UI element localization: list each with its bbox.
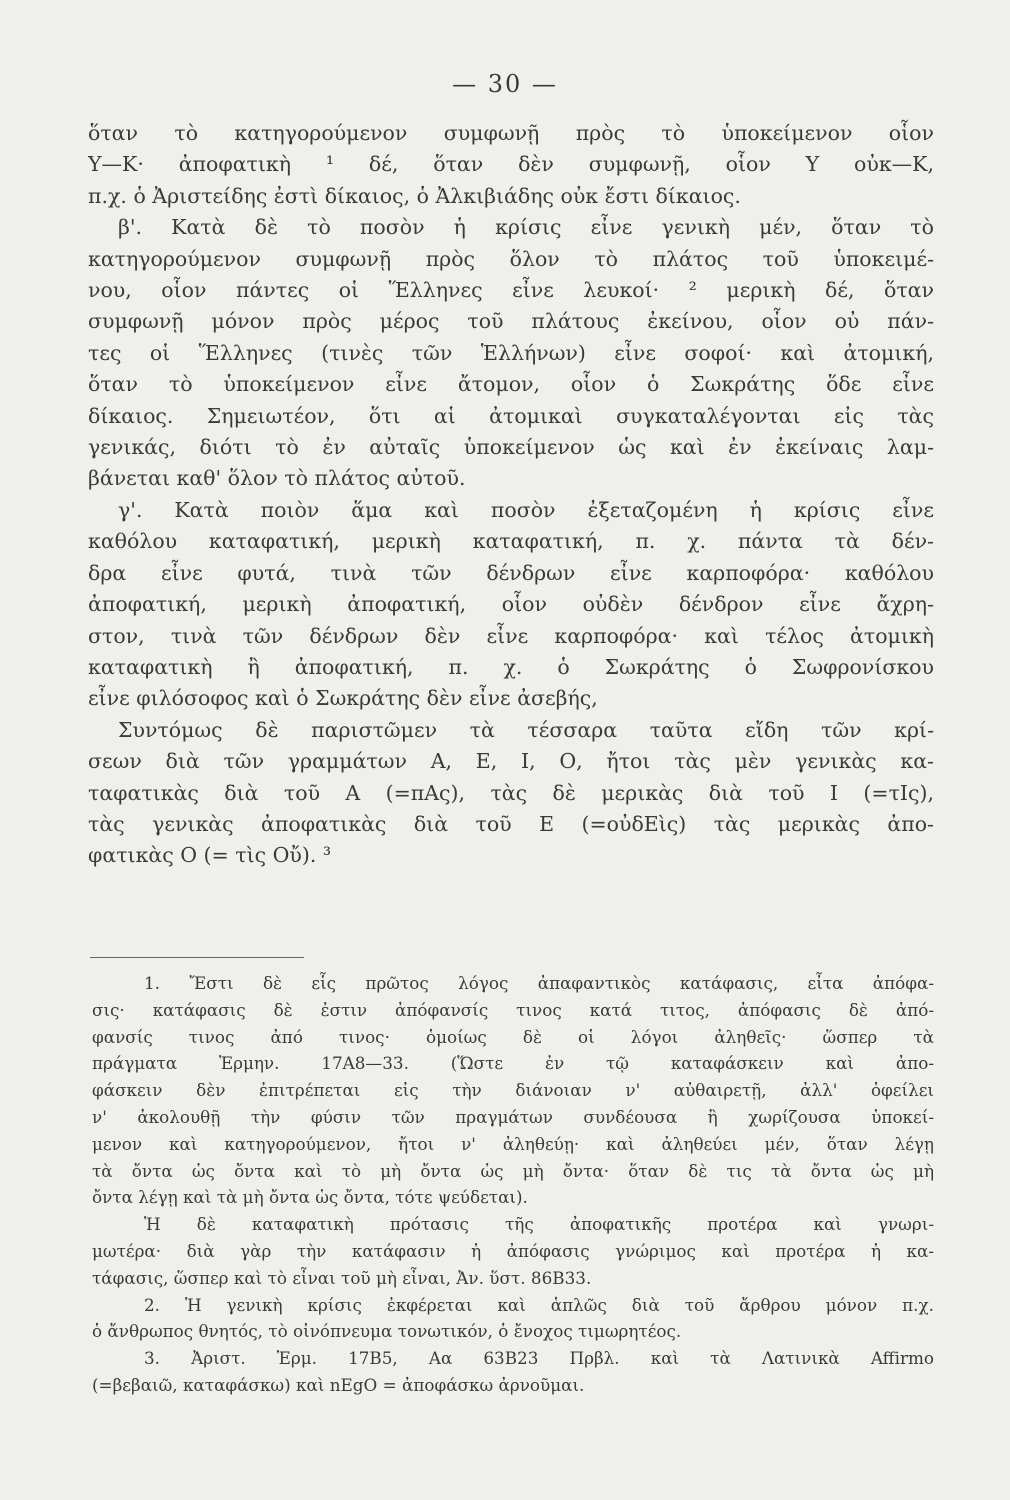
footnotes <box>92 970 934 1399</box>
text-line: καταφατικὴ ἢ ἀποφατική, π. χ. ὁ Σωκράτης ὁ Σωφρονίσκου <box>88 654 934 679</box>
footnote-line: φανσίς τινος ἀπό τινος· ὁμοίως δὲ οἱ λόγοι ἀληθεῖς· ὥσπερ τὰ <box>92 1026 934 1047</box>
text-line: σεων διὰ τῶν γραμμάτων Α, Ε, Ι, Ο, ἤτοι τὰς μὲν γενικὰς κα- <box>88 749 934 774</box>
text-line: νου, οἷον πάντες οἱ Ἕλληνες εἶνε λευκοί· ² μερικὴ δέ, ὅταν <box>88 278 934 303</box>
text-line: π.χ. ὁ Ἀριστείδης ἐστὶ δίκαιος, ὁ Ἀλκιβιάδης οὐκ ἔστι δίκαιος. <box>88 183 741 208</box>
text-line: δίκαιος. Σημειωτέον, ὅτι αἱ ἀτομικαὶ συγκαταλέγονται εἰς τὰς <box>88 403 934 428</box>
text-line: καθόλου καταφατική, μερικὴ καταφατική, π. χ. πάντα τὰ δέν- <box>88 529 934 554</box>
footnote-line: μενον καὶ κατηγορούμενον, ἤτοι ν' ἀληθεύῃ· καὶ ἀληθεύει μέν, ὅταν λέγῃ <box>92 1133 934 1154</box>
footnote-line: 2. Ἡ γενικὴ κρίσις ἐκφέρεται καὶ ἁπλῶς διὰ τοῦ ἄρθρου μόνον π.χ. <box>144 1294 934 1315</box>
text-line: δρα εἶνε φυτά, τινὰ τῶν δένδρων εἶνε καρποφόρα· καθόλου <box>88 560 934 585</box>
footnote-line: 1. Ἔστι δὲ εἷς πρῶτος λόγος ἀπαφαντικὸς κατάφασις, εἶτα ἀπόφα- <box>144 973 934 993</box>
footnote-line: μωτέρα· διὰ γὰρ τὴν κατάφασιν ἡ ἀπόφασις γνώριμος καὶ προτέρα ἡ κα- <box>92 1240 934 1261</box>
footnote-line: φάσκειν δὲν ἐπιτρέπεται εἰς τὴν διάνοιαν ν' αὐθαιρετῇ, ἀλλ' ὀφείλει <box>92 1080 934 1101</box>
text-line: τες οἱ Ἕλληνες (τινὲς τῶν Ἑλλήνων) εἶνε σοφοί· καὶ ἀτομική, <box>88 340 934 365</box>
text-line: κατηγορούμενον συμφωνῇ πρὸς ὅλον τὸ πλάτος τοῦ ὑποκειμέ- <box>88 246 934 271</box>
footnote-separator <box>90 957 304 958</box>
text-line: ἀποφατική, μερικὴ ἀποφατική, οἷον οὐδὲν δένδρον εἶνε ἄχρη- <box>88 592 934 617</box>
text-line: στον, τινὰ τῶν δένδρων δὲν εἶνε καρποφόρα· καὶ τέλος ἀτομικὴ <box>88 623 934 648</box>
text-line: β'. Κατὰ δὲ τὸ ποσὸν ἡ κρίσις εἶνε γενικὴ μέν, ὅταν τὸ <box>118 215 934 240</box>
text-line: γενικάς, διότι τὸ ἐν αὐταῖς ὑποκείμενον ὡς καὶ ἐν ἐκείναις λαμ- <box>88 435 934 460</box>
text-line: συμφωνῇ μόνον πρὸς μέρος τοῦ πλάτους ἐκείνου, οἷον οὐ πάν- <box>88 309 934 334</box>
footnote-line: ὄντα λέγῃ καὶ τὰ μὴ ὄντα ὡς ὄντα, τότε ψεύδεται). <box>92 1187 528 1208</box>
footnote-line: σις· κατάφασις δὲ ἐστιν ἀπόφανσίς τινος κατά τιτος, ἀπόφασις δὲ ἀπό- <box>92 999 934 1020</box>
main-text <box>88 118 934 872</box>
footnote-line: Ἡ δὲ καταφατικὴ πρότασις τῆς ἀποφατικῆς προτέρα καὶ γνωρι- <box>144 1214 934 1235</box>
footnote-line: ὁ ἄνθρωπος θνητός, τὸ οἰνόπνευμα τονωτικόν, ὁ ἔνοχος τιμωρητέος. <box>92 1321 682 1342</box>
text-line: γ'. Κατὰ ποιὸν ἅμα καὶ ποσὸν ἐξεταζομένη ἡ κρίσις εἶνε <box>118 497 934 522</box>
footnote-line: πράγματα Ἑρμην. 17A8—33. (Ὥστε ἐν τῷ καταφάσκειν καὶ ἀπο- <box>92 1053 934 1074</box>
text-line: φατικὰς Ο (= τὶς Οὔ). ³ <box>88 843 332 868</box>
text-line: τὰς γενικὰς ἀποφατικὰς διὰ τοῦ Ε (=οὐδΕὶς) τὰς μερικὰς ἀπο- <box>88 811 934 836</box>
page-number: — 30 — <box>452 70 558 98</box>
footnote-line: (=βεβαιῶ, καταφάσκω) καὶ nEgO = ἀποφάσκω ἀρνοῦμαι. <box>92 1374 585 1395</box>
footnote-line: ν' ἀκολουθῇ τὴν φύσιν τῶν πραγμάτων συνδέουσα ἢ χωρίζουσα ὑποκεί- <box>92 1106 934 1127</box>
text-line: εἶνε φιλόσοφος καὶ ὁ Σωκράτης δὲν εἶνε ἀσεβής, <box>88 686 598 711</box>
footnote-line: 3. Ἀριστ. Ἑρμ. 17B5, Αα 63B23 Πρβλ. καὶ τὰ Λατινικὰ Affirmo <box>144 1348 934 1369</box>
footnote-line: τὰ ὄντα ὡς ὄντα καὶ τὸ μὴ ὄντα ὡς μὴ ὄντα· ὅταν δὲ τις τὰ ὄντα ὡς μὴ <box>92 1160 934 1181</box>
text-line: βάνεται καθ' ὅλον τὸ πλάτος αὐτοῦ. <box>88 466 466 491</box>
text-line: ταφατικὰς διὰ τοῦ Α (=πΑς), τὰς δὲ μερικὰς διὰ τοῦ Ι (=τΙς), <box>88 780 934 805</box>
text-line: Υ—Κ· ἀποφατικὴ ¹ δέ, ὅταν δὲν συμφωνῇ, οἷον Υ οὐκ—Κ, <box>88 152 934 177</box>
text-line: Συντόμως δὲ παριστῶμεν τὰ τέσσαρα ταῦτα εἴδη τῶν κρί- <box>118 717 934 742</box>
text-line: ὅταν τὸ ὑποκείμενον εἶνε ἄτομον, οἷον ὁ Σωκράτης ὅδε εἶνε <box>88 372 934 397</box>
text-line: ὅταν τὸ κατηγορούμενον συμφωνῇ πρὸς τὸ ὑποκείμενον οἷον <box>88 121 934 145</box>
footnote-line: τάφασις, ὥσπερ καὶ τὸ εἶναι τοῦ μὴ εἶναι, Ἀν. ὕστ. 86B33. <box>92 1267 592 1288</box>
